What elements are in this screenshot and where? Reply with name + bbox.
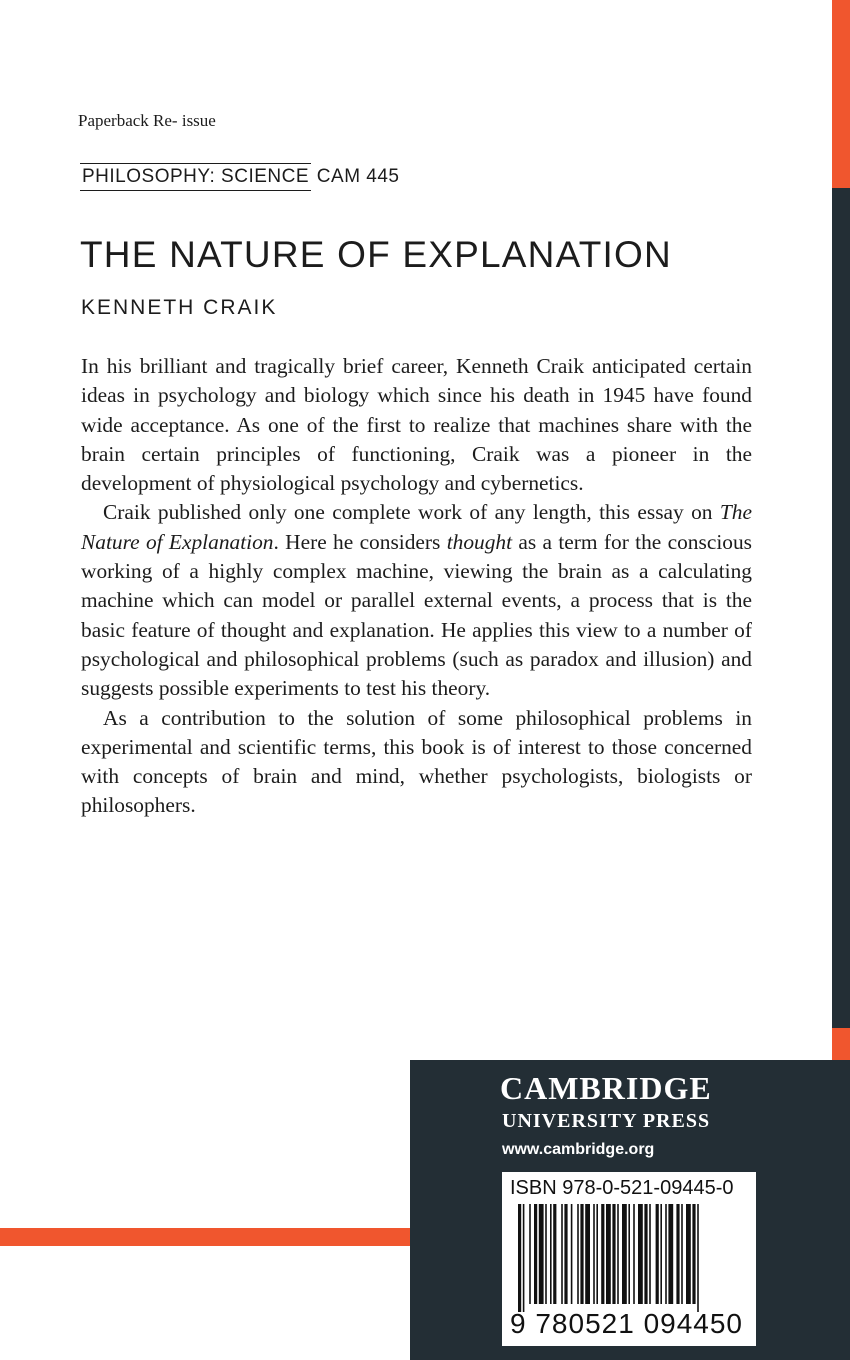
publisher-block [410,1060,850,1360]
blurb-p2-term: thought [446,529,513,554]
publisher-url: www.cambridge.org [502,1141,655,1158]
publisher-subname: UNIVERSITY PRESS [502,1110,711,1132]
publisher-name: CAMBRIDGE [500,1070,712,1106]
barcode-icon [514,1204,744,1312]
dark-stripe [832,188,850,1028]
series-code: CAM 445 [316,166,400,187]
blurb-p2-text-a: Craik published only one complete work of any length, this essay on [103,500,720,525]
blurb-paragraph-2 [81,498,752,703]
blurb [81,352,752,821]
reissue-label: Paperback Re- issue [78,111,216,130]
series-category: PHILOSOPHY: SCIENCE [80,163,311,191]
blurb-p2-book-title: The Nature of Explanation [81,500,752,554]
isbn-label: ISBN 978-0-521-09445-0 [510,1177,734,1199]
barcode-digits: 9 780521 094450 [510,1308,743,1339]
blurb-paragraph-1: In his brilliant and tragically brief career, Kenneth Craik anticipated certain ideas in psychology and biology which since his death in 1945 have found wide acceptance. As one of the first to realize that machines share with the brain certain principles of functioning, Craik was a pioneer in the development of physiological psychology and cybernetics. [81,354,752,496]
book-title: THE NATURE OF EXPLANATION [80,234,672,275]
blurb-paragraph-3: As a contribution to the solution of some philosophical problems in experimental and scientific terms, this book is of interest to those concerned with concepts of brain and mind, whether psychologists, biologists or philosophers. [81,705,752,818]
isbn-box [502,1172,756,1346]
accent-band [0,1228,410,1246]
blurb-p2-text-c: as a term for the conscious working of a highly complex machine, viewing the brain as a calculating machine which can model or parallel external events, a process that is the basic feature of thought and explanation. He applies this view to a number of psychological and philosophical problems (such as paradox and illusion) and suggests possible experiments to test his theory. [81,529,752,701]
blurb-p2-text-b: . Here he considers [273,529,447,554]
series-line [80,163,400,191]
accent-stripe-bottom [832,1028,850,1060]
accent-stripe-top [832,0,850,188]
book-author: KENNETH CRAIK [81,296,278,319]
